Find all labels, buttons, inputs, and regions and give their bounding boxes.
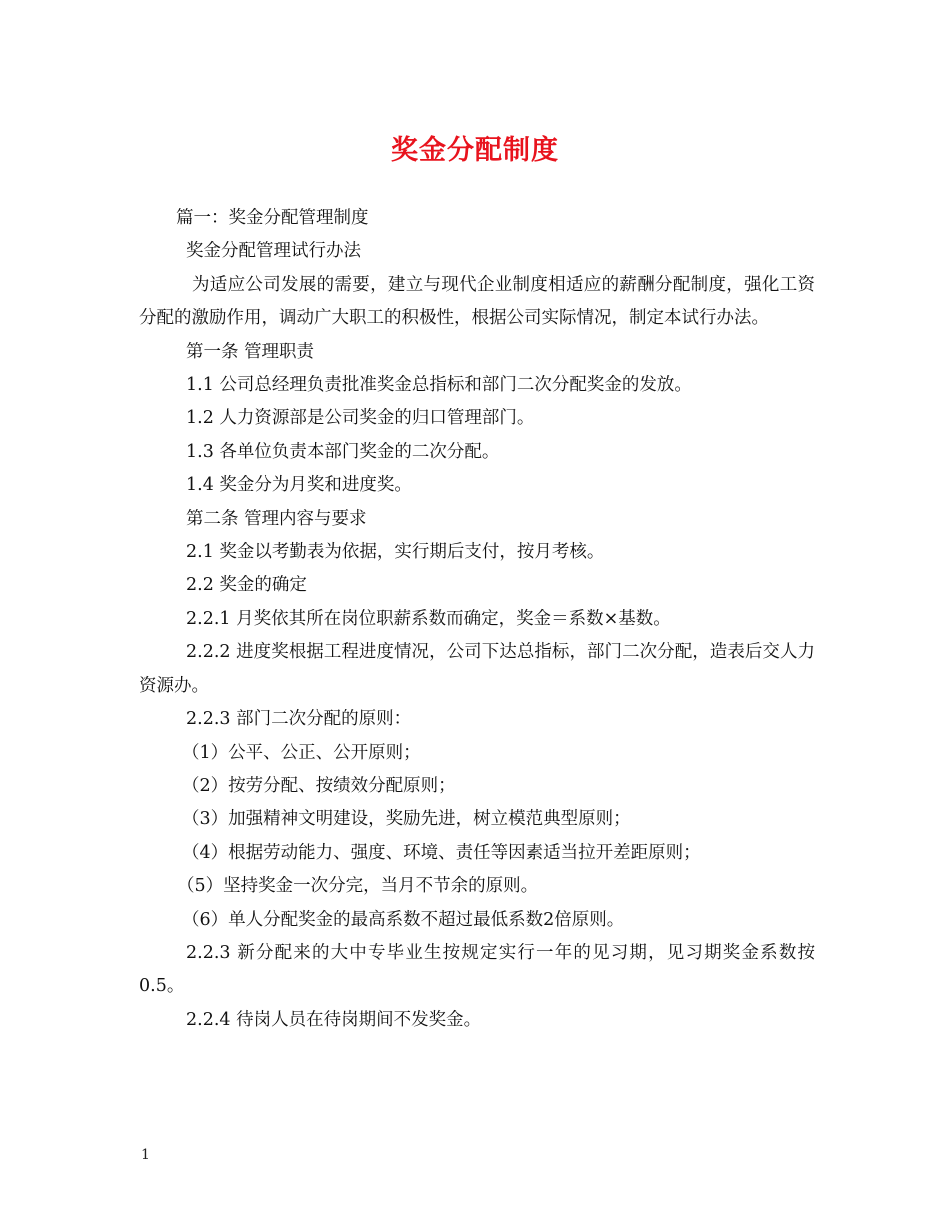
article-heading: 第一条 管理职责 (186, 341, 315, 362)
clause-item: 2.2.1 月奖依其所在岗位职薪系数而确定，奖金＝系数×基数。 (186, 608, 671, 629)
clause-item: 1.3 各单位负责本部门奖金的二次分配。 (186, 441, 500, 462)
clause-item: 1.2 人力资源部是公司奖金的归口管理部门。 (186, 408, 535, 429)
principle-item: （5）坚持奖金一次分完，当月不节余的原则。 (177, 876, 539, 897)
clause-item: 2.2.4 待岗人员在待岗期间不发奖金。 (186, 1009, 482, 1030)
clause-item: 2.2 奖金的确定 (186, 575, 307, 596)
principle-item: （2）按劳分配、按绩效分配原则； (182, 775, 456, 796)
section-heading: 篇一：奖金分配管理制度 (176, 208, 369, 228)
document-title: 奖金分配制度 (391, 135, 559, 166)
page-number: 1 (141, 1147, 150, 1163)
clause-item: 1.4 奖金分为月奖和进度奖。 (186, 475, 412, 496)
clause-item: 2.2.2 进度奖根据工程进度情况，公司下达总指标，部门二次分配，造表后交人力资源办。 (139, 642, 815, 696)
principle-item: （4）根据劳动能力、强度、环境、责任等因素适当拉开差距原则； (182, 842, 701, 863)
sub-heading: 奖金分配管理试行办法 (186, 241, 361, 262)
principle-item: （1）公平、公正、公开原则； (182, 742, 421, 763)
clause-item: 2.1 奖金以考勤表为依据，实行期后支付，按月考核。 (186, 542, 605, 563)
principle-item: （6）单人分配奖金的最高系数不超过最低系数2倍原则。 (182, 909, 625, 930)
clause-item: 1.1 公司总经理负责批准奖金总指标和部门二次分配奖金的发放。 (186, 375, 692, 396)
document-body (139, 202, 815, 1037)
clause-item: 2.2.3 部门二次分配的原则： (186, 709, 412, 730)
article-heading: 第二条 管理内容与要求 (186, 508, 367, 529)
intro-paragraph: 为适应公司发展的需要，建立与现代企业制度相适应的薪酬分配制度，强化工资分配的激励作用，调动广大职工的积极性，根据公司实际情况，制定本试行办法。 (139, 274, 815, 329)
principle-item: （3）加强精神文明建设，奖励先进，树立模范典型原则； (182, 809, 631, 830)
clause-item: 2.2.3 新分配来的大中专毕业生按规定实行一年的见习期，见习期奖金系数按0.5。 (139, 942, 815, 997)
